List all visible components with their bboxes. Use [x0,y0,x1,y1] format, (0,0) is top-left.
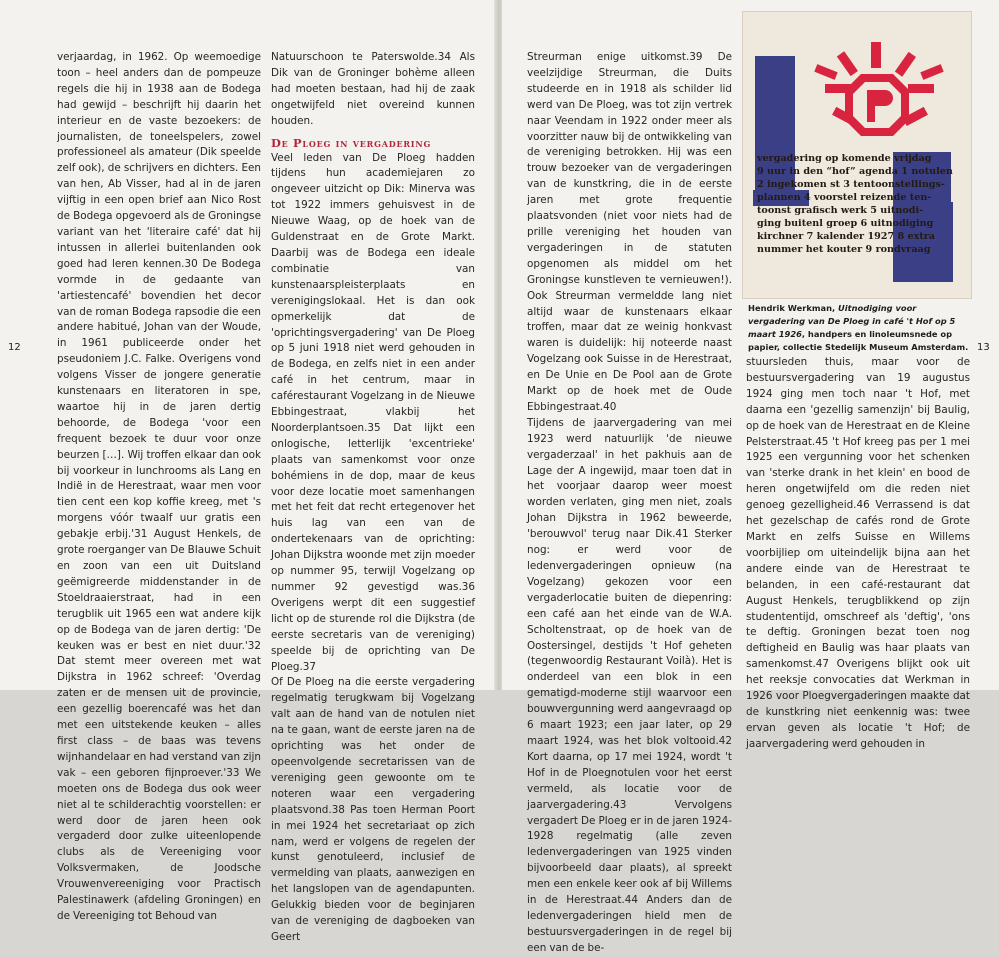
right-column-2 [746,355,970,753]
paragraph: verjaardag, in 1962. Op weemoedige toon – heel anders dan de pompeuze regels die hij in 1938 aan de Bodega had gewijd – beschrijft hij daarin het interieur en de vaste bezoekers: de journalisten, de toneelspelers, zowel professioneel als amateur (Dik speelde zelf ook), de schrijvers en dichters. Een van hen, Ab Visser, had al in de jaren vijftig in een open brief aan Nico Rost de Bodega opgevoerd als de Groningse variant van het 'literaire café' dat hij intussen in allerlei buitenlanden ook goed had leren kennen.30 De Bodega vormde in de gedaante van 'artiestencafé' bovendien het decor van de roman Bodega rapsodie die een andere habitué, Johan van der Woude, in 1961 publiceerde onder het pseudoniem J.C. Falke. Overigens vond volgens Visser de jongere generatie kunstenaars en literatoren in spe, waartoe hij in de jaren dertig behoorde, de Bodega 'voor een frequent bezoek te duur voor onze beurzen […]. Wij troffen elkaar dan ook bij voorkeur in lunchrooms als Lang en Indië in de Herestraat, waar men voor tien cent een kop koffie kreeg, met 's morgens vóór twaalf uur gratis een gebakje erbij.'31 August Henkels, de grote roerganger van De Blauwe Schuit en zoon van een uit Duitsland geëmigreerde middenstander in de Stoeldraaierstraat, had in een terugblik uit 1965 een wat andere kijk op de Bodega van de jaren dertig: 'De keuken was er best en niet duur.'32 Dat stemt meer overeen met wat Dijkstra in 1962 schreef: 'Overdag zaten er de mensen uit de provincie, een gezellig boerencafé was het dan met een uitstekende keuken – alles first class – de baas was tevens wijnhandelaar en had verstand van zijn vak – een geboren fijnproever.'33 We moeten ons de Bodega dus ook weer niet al te schilderachtig voorstellen: er werd door de jaren heen ook vergaderd door zulke uiteenlopende clubs als de Vereeniging voor Volksvermaken, de Joodsche Vrouwenvereeniging voor Practisch Palestinawerk (afdeling Groningen) en de Vereeniging tot Behoud van [57,51,261,922]
ray [814,64,837,80]
p-bowl [875,90,893,106]
p-stem [867,90,875,122]
poster-line: 9 uur in den “hof” agenda 1 notulen [757,166,953,177]
left-column-2 [271,50,475,946]
werkman-invitation-print [743,12,971,298]
caption-artist: Hendrik Werkman, [748,303,839,313]
ray [908,84,934,93]
ray [871,42,881,68]
page-number-left: 12 [8,342,21,353]
paragraph: Of De Ploeg na die eerste vergadering regelmatig terugkwam bij Vogelzang valt aan de hand van de notulen niet na te gaan, want de eerste jaren na de oprichting was het onder de opeenvolgende secretarissen van de vereniging geen gewoonte om te noteren waar een vergadering plaatsvond.38 Pas toen Herman Poort in mei 1924 het secretariaat op zich nam, werd er volgens de regelen der kunst genotuleerd, inclusief de vermelding van plaats, aanwezigen en het langslopen van de agendapunten. Gelukkig bieden voor de beginjaren van de vereniging de dagboeken van Geert [271,676,475,943]
poster-line: toonst grafisch werk 5 uitnodi- [757,205,924,216]
poster-line: nummer het kouter 9 rondvraag [757,244,931,255]
paragraph: Veel leden van De Ploeg hadden tijdens hun academiejaren zo ongeveer uitzicht op Dik: Minerva was tot 1922 immers gehuisvest in de Nieuwe Waag, op de hoek van de Guldenstraat en de Grote Markt. Daarbij was de Bodega een ideale combinatie van kunstenaarspleisterplaats en verenigingslokaal. Het is dan ook opmerkelijk dat de 'oprichtingsvergadering' van De Ploeg op 5 juni 1918 niet werd gehouden in de Bodega, en zelfs niet in een ander café in het centrum, maar in caférestaurant Vogelzang in de Nieuwe Ebbingestraat, vlakbij het Noorderplantsoen.35 Dat lijkt een onlogische, letterlijk 'excentrieke' plaats van samenkomst voor onze bohémiens in de dop, maar de keus voor deze locatie moet samenhangen met het feit dat recht ertegenover het huis lag van een van de ondertekenaars van de oprichting: Johan Dijkstra woonde met zijn moeder op nummer 95, terwijl Vogelzang op nummer 92 gevestigd was.36 Overigens werpt dit een suggestief licht op de sturende rol die Dijkstra (de eerste secretaris van de vereniging) speelde bij de oprichting van De Ploeg.37 [271,151,475,673]
paragraph: Streurman enige uitkomst.39 De veelzijdige Streurman, die Duits studeerde en in 1918 als schilder lid werd van De Ploeg, was tot zijn vertrek naar Veendam in 1922 onder meer als voorzitter nauw bij de ontwikkeling van de vereniging betrokken. Hij was een trouw bezoeker van de vergaderingen van de kunstkring, die in de eerste jaren met grote frequentie plaatsvonden (niet voor niets had de prille vereniging het houden van vergaderingen in de statuten opgenomen als middel om het Groningse kunstleven te vernieuwen!). Ook Streurman vermeldde lang niet altijd waar de kunstenaars elkaar troffen, maar dat ze weinig honkvast waren is duidelijk: hij noteerde naast Vogelzang ook Suisse in de Herestraat, en De Unie en De Pool aan de Grote Markt op de hoek met de Oude Ebbingestraat.40 [527,51,732,413]
poster-line: 2 ingekomen st 3 tentoonstellings- [757,179,945,190]
right-column-1 [527,50,732,957]
paragraph: Tijdens de jaarvergadering van mei 1923 werd natuurlijk 'de nieuwe vergaderzaal' in het pakhuis aan de Lage der A ingewijd, maar toen dat in het voorjaar daarop weer moest worden verlaten, ging men niet, zoals Johan Dijkstra in 1962 beweerde, 'berouwvol' terug naar Dik.41 Sterker nog: er werd voor de ledenvergaderingen opnieuw (na Vogelzang) gekozen voor een vergaderlocatie buiten de diepenring: een café aan het einde van de W.A. Scholtenstraat, op de hoek van de Oostersingel, destijds 't Hof geheten (tegenwoordig Restaurant Voilà). Het is onderdeel van een blok in een gematigd-moderne stijl waarvoor een bouwvergunning werd aangevraagd op 6 maart 1923; een jaar later, op 29 maart 1924, was het blok voltooid.42 Kort daarna, op 17 mei 1924, wordt 't Hof in de Ploegnotulen voor het eerst vermeld, als locatie voor de jaarvergadering.43 Vervolgens vergadert De Ploeg er in de jaren 1924-1928 regelmatig (alle zeven ledenvergaderingen van 1925 vinden bijvoorbeeld daar plaats), al spreekt men een enkele keer ook af bij Willems in de Herestraat.44 Anders dan de ledenvergaderingen hield men de bestuursvergaderingen in de regel bij een van de be- [527,416,732,954]
ray [895,52,916,77]
poster-line: plannen 4 voorstel reizende ten- [757,192,932,203]
poster-line: kirchner 7 kalender 1927 8 extra [757,231,936,242]
poster-line: ging buitenl groep 6 uitnodiging [757,218,934,229]
ray [920,64,943,80]
paragraph: stuursleden thuis, maar voor de bestuursvergadering van 19 augustus 1924 ging men toch naar 't Hof, met daarna een 'gezellig samenzijn' bij Baulig, op de hoek van de Herestraat en de Kleine Pelsterstraat.45 't Hof kreeg pas per 1 mei 1925 een vergunning voor het schenken van 'sterke drank in het klein' en bood de heren ongetwijfeld om die reden niet genoeg gezelligheid.46 Verrassend is dat het gezelschap de cafés rond de Grote Markt en zelfs Suisse en Willems voorbijliep om uiteindelijk bijna aan het andere einde van de Herestraat te belanden, in een café-restaurant dat August Henkels, terugblikkend op zijn studententijd, omschreef als 'deftig', 'ons te deftig. Groningen bezat toen nog deftigheid en Baulig was haar plaats van samenkomst.47 Overigens blijkt ook uit het reeksje convocaties dat Werkman in 1926 voor Ploegvergaderingen maakte dat de kunstkring niet eenkennig was: twee ervan geven als locatie 't Hof; de jaarvergadering werd gehouden in [746,356,970,750]
image-caption [748,302,970,354]
caption-title: Uitnodiging voor vergadering van De Ploeg in café 't Hof op 5 maart 1926 [748,303,956,339]
ray [837,51,858,76]
paragraph: Natuurschoon te Paterswolde.34 Als Dik van de Groninger bohème alleen had moeten bestaan, had hij de zaak ongetwijfeld niet overeind kunnen houden. [271,51,475,127]
caption-details: , handpers en linoleumsnede op papier, collectie Stedelijk Museum Amsterdam. [748,329,969,352]
left-column-1 [57,50,261,925]
section-heading: De Ploeg in vergadering [271,135,432,150]
poster-line: vergadering op komende vrijdag [757,153,932,164]
page-number-right: 13 [977,342,990,353]
